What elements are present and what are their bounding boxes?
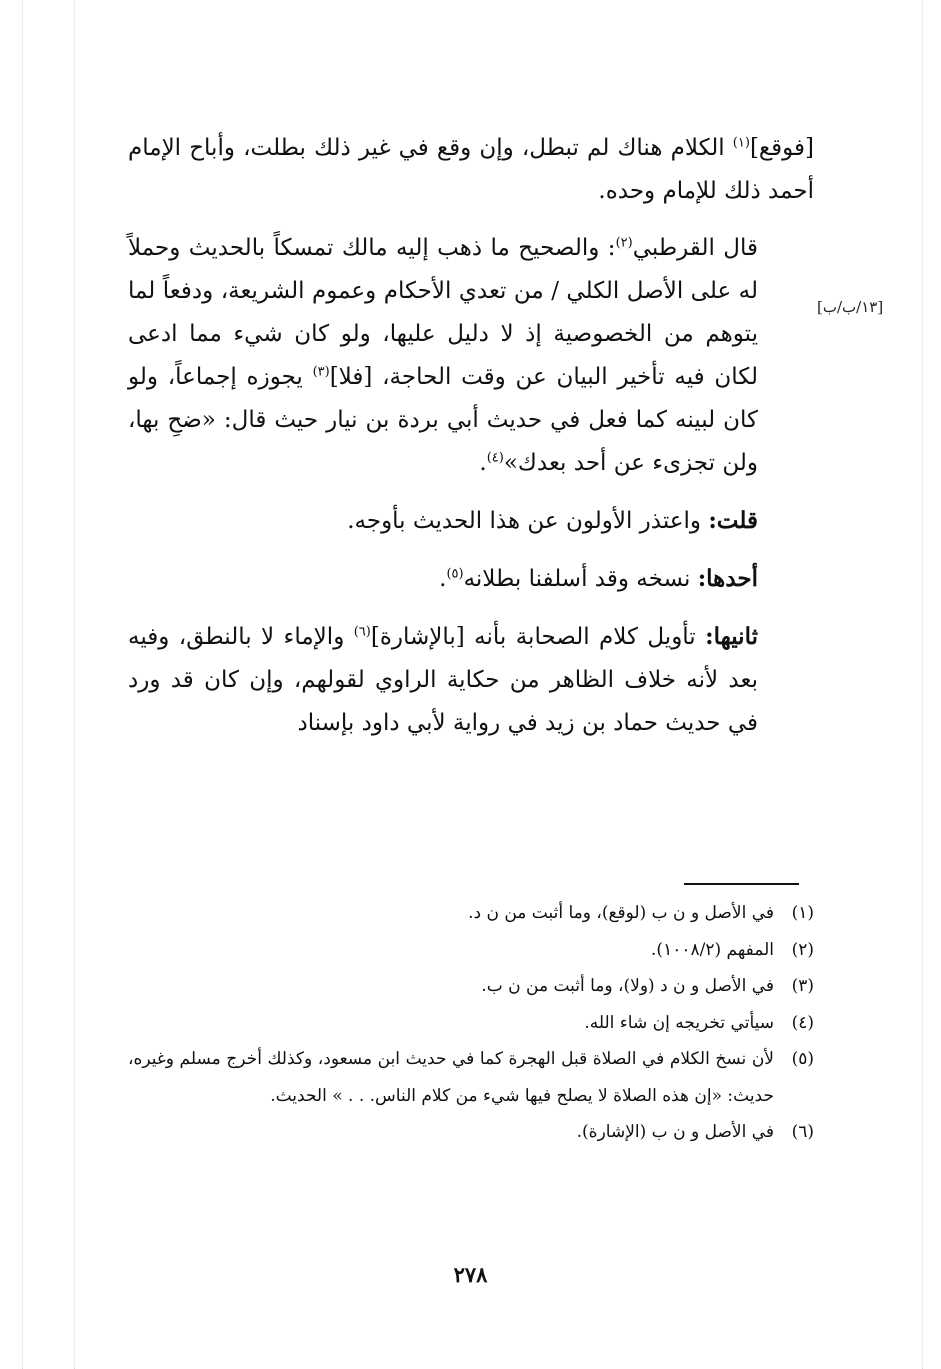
dotted-guide	[922, 0, 923, 1369]
footnote-item	[128, 932, 814, 969]
footnote-number: (١)	[791, 903, 814, 923]
paragraph-1	[128, 127, 814, 213]
paragraph-text: تأويل كلام الصحابة بأنه	[464, 624, 706, 650]
paragraph-text: الكلام هناك لم تبطل، وإن وقع في غير ذلك بطلت، وأباح الإمام أحمد ذلك للإمام وحده.	[128, 135, 814, 204]
paragraph-3	[128, 499, 814, 543]
footnote-text: لأن نسخ الكلام في الصلاة قبل الهجرة كما في حديث ابن مسعود، وكذلك أخرج مسلم وغيره، حديث: «إن هذه الصلاة لا يصلح فيها شيء من كلام الناس. . . » الحديث.	[128, 1049, 774, 1106]
footnote-text: المفهم (١٠٠٨/٢).	[651, 939, 774, 960]
paragraph-end: .	[439, 566, 447, 592]
paragraph-4	[128, 557, 814, 601]
margin-reference: [١٣/ب/ب]	[817, 298, 884, 316]
footnote-marker: (٢)	[615, 235, 633, 251]
footnote-item	[128, 1114, 814, 1151]
footnote-number: (٢)	[791, 939, 814, 960]
footnote-marker: (١)	[732, 135, 750, 151]
footnote-item	[128, 895, 814, 932]
paragraph-lead: أحدها:	[697, 565, 758, 592]
paragraph-lead: قلت:	[708, 507, 758, 534]
footnote-number: (٣)	[791, 976, 814, 996]
footnote-marker: (٥)	[446, 566, 464, 582]
bracket-ref: [فوقع]	[749, 135, 814, 161]
footnote-marker: (٤)	[486, 450, 504, 466]
footnote-marker: (٦)	[353, 624, 371, 640]
footnotes	[128, 895, 814, 1151]
page-number: ٢٧٨	[453, 1262, 488, 1287]
footnote-text: في الأصل و ن ب (لوقع)، وما أثبت من ن د.	[468, 903, 774, 923]
bracket-ref: [بالإشارة]	[370, 624, 465, 650]
paragraph-text: : والصحيح ما ذهب إليه مالك تمسكاً بالحديث وحملاً له على الأصل الكلي / من تعدي الأحكام وعموم الشريعة، ودفعاً لما يتوهم من الخصوصية إذ لا دليل عليها، ولو كان شيء مما ادعى لكان فيه تأخير البيان عن وقت الحاجة،	[128, 235, 758, 390]
footnote-text: في الأصل و ن د (ولا)، وما أثبت من ن ب.	[481, 976, 774, 996]
paragraph-2	[128, 227, 814, 485]
dotted-guide	[22, 0, 23, 1369]
footnote-text: في الأصل و ن ب (الإشارة).	[576, 1122, 774, 1142]
paragraph-text: والإماء لا بالنطق، وفيه بعد لأنه خلاف الظاهر من حكاية الراوي لقولهم، وإن كان قد ورد في حديث حماد بن زيد في رواية لأبي داود بإسناد	[128, 624, 758, 736]
footnote-item	[128, 968, 814, 1005]
footnote-number: (٦)	[791, 1122, 814, 1142]
footnote-number: (٤)	[791, 1012, 814, 1033]
paragraph-text: يجوزه إجماعاً، ولو كان لبينه كما فعل في حديث أبي بردة بن نيار حيث قال: «ضحِ بها، ولن تجزىء عن أحد بعدك»	[128, 364, 758, 476]
paragraph-end: .	[479, 450, 487, 476]
paragraph-text: واعتذر الأولون عن هذا الحديث بأوجه.	[347, 508, 709, 534]
paragraph-text: نسخه وقد أسلفنا بطلانه	[463, 566, 698, 592]
main-text	[128, 127, 814, 745]
bracket-ref: [فلا]	[329, 364, 373, 390]
paragraph-lead: ثانيها:	[705, 623, 758, 650]
footnote-number: (٥)	[791, 1049, 814, 1069]
dotted-guide	[74, 0, 75, 1369]
footnote-item	[128, 1005, 814, 1042]
footnote-text: سيأتي تخريجه إن شاء الله.	[584, 1012, 774, 1033]
footnote-marker: (٣)	[312, 364, 330, 380]
footnote-item	[128, 1041, 814, 1114]
paragraph-text: قال القرطبي	[632, 235, 758, 261]
paragraph-5	[128, 615, 814, 745]
footnote-separator	[684, 883, 799, 885]
